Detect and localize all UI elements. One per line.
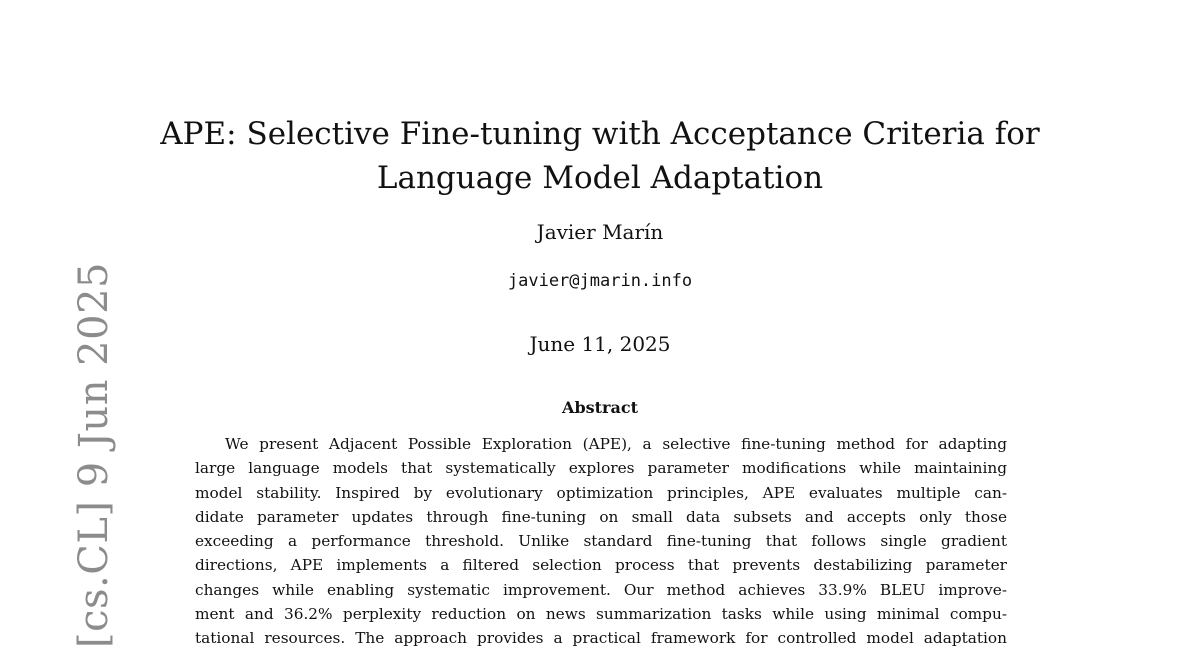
abstract-line: model stability. Inspired by evolutionary optimization principles, APE evaluates multiple can- (195, 483, 1007, 502)
arxiv-watermark: [cs.CL] 9 Jun 2025 (71, 262, 117, 648)
paper-title (150, 112, 1050, 200)
title-line-1: APE: Selective Fine-tuning with Acceptance Criteria for (160, 116, 1040, 152)
abstract-heading: Abstract (562, 398, 638, 417)
publication-date: June 11, 2025 (529, 332, 671, 356)
abstract-line: didate parameter updates through fine-tuning on small data subsets and accepts only those (195, 507, 1007, 526)
abstract-line: changes while enabling systematic improvement. Our method achieves 33.9% BLEU improve- (195, 580, 1007, 599)
abstract-line: tational resources. The approach provides a practical framework for controlled model adaptation (195, 629, 1007, 648)
author-email: javier@jmarin.info (507, 271, 693, 291)
abstract-body (195, 432, 1007, 648)
abstract-line: We present Adjacent Possible Exploration (APE), a selective fine-tuning method for adapting (225, 435, 1007, 453)
abstract-line: exceeding a performance threshold. Unlike standard fine-tuning that follows single gradient (195, 532, 1007, 551)
abstract-line: large language models that systematically explores parameter modifications while maintaining (195, 459, 1007, 478)
abstract-line: ment and 36.2% perplexity reduction on news summarization tasks while using minimal compu- (195, 605, 1007, 624)
abstract-line: directions, APE implements a filtered selection process that prevents destabilizing parameter (195, 556, 1007, 575)
title-line-2: Language Model Adaptation (376, 160, 824, 196)
author-name: Javier Marín (536, 220, 664, 244)
